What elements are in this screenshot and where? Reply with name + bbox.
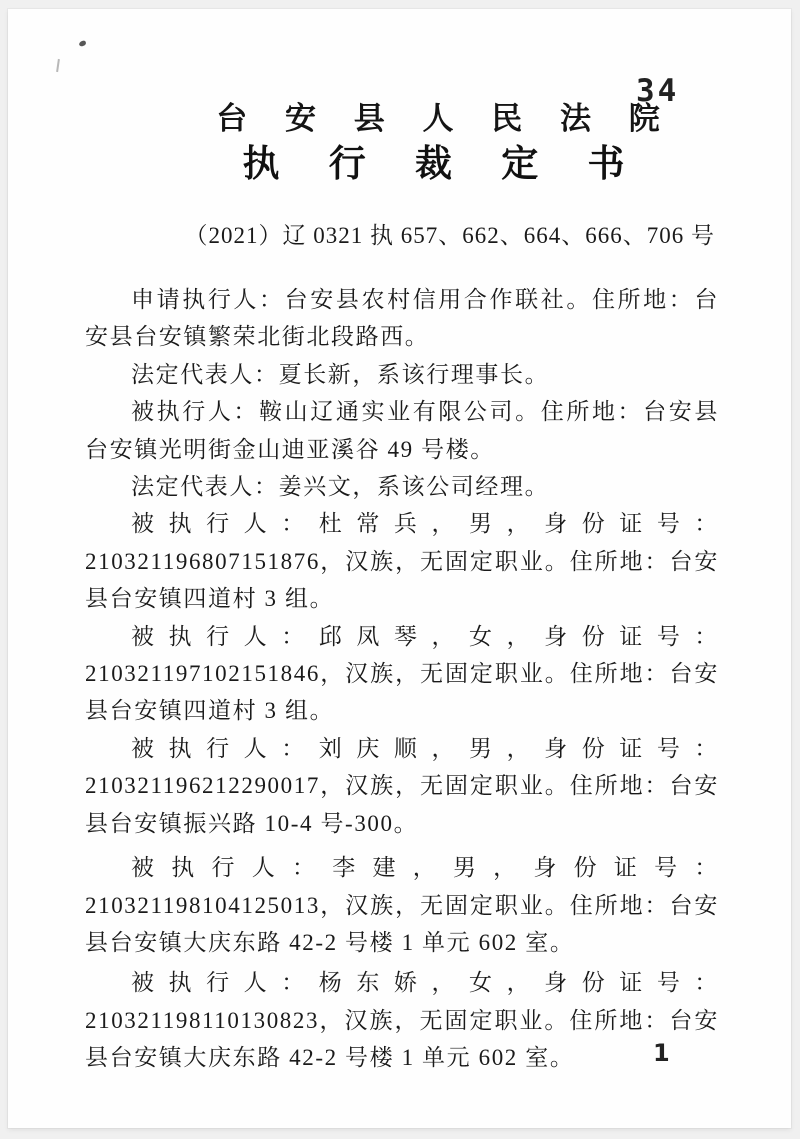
paragraph-legal-rep-2: 法定代表人：姜兴文，系该公司经理。 xyxy=(131,474,550,500)
document-title: 执 行 裁 定 书 xyxy=(242,144,645,185)
paragraph-applicant: 申请执行人：台安县农村信用合作联社。住所地：台安县台安镇繁荣北街北段路西。 xyxy=(85,287,719,350)
pen-mark xyxy=(56,59,60,72)
page-number: 1 xyxy=(653,1039,670,1067)
paragraph-respondent-1: 被执行人：杜常兵，男，身份证号：210321196807151876，汉族，无固定职业。住所地：台安县台安镇四道村 3 组。 xyxy=(85,511,719,612)
document-body xyxy=(85,281,719,1077)
paragraph-respondent-2: 被执行人：邱凤琴，女，身份证号：210321197102151846，汉族，无固定职业。住所地：台安县台安镇四道村 3 组。 xyxy=(85,623,719,724)
case-number: （2021）辽 0321 执 657、662、664、666、706 号 xyxy=(184,223,715,248)
handwritten-sheet-number: 34 xyxy=(636,73,680,109)
paragraph-respondent-5: 被执行人：杨东娇，女，身份证号：210321198110130823，汉族，无固定职业。住所地：台安县台安镇大庆东路 42-2 号楼 1 单元 602 室。 xyxy=(85,970,719,1071)
paragraph-respondent-company: 被执行人：鞍山辽通实业有限公司。住所地：台安县台安镇光明街金山迪亚溪谷 49 号楼。 xyxy=(85,399,719,462)
paragraph-respondent-4: 被执行人：李建，男，身份证号：210321198104125013，汉族，无固定职业。住所地：台安县台安镇大庆东路 42-2 号楼 1 单元 602 室。 xyxy=(85,855,719,955)
paragraph-legal-rep-1: 法定代表人：夏长新，系该行理事长。 xyxy=(131,361,550,387)
pen-mark xyxy=(78,40,86,47)
court-name: 台 安 县 人 民 法 院 xyxy=(216,101,675,136)
paragraph-respondent-3: 被执行人：刘庆顺，男，身份证号：210321196212290017，汉族，无固定职业。住所地：台安县台安镇振兴路 10-4 号-300。 xyxy=(85,735,719,836)
document-sheet xyxy=(8,9,791,1128)
